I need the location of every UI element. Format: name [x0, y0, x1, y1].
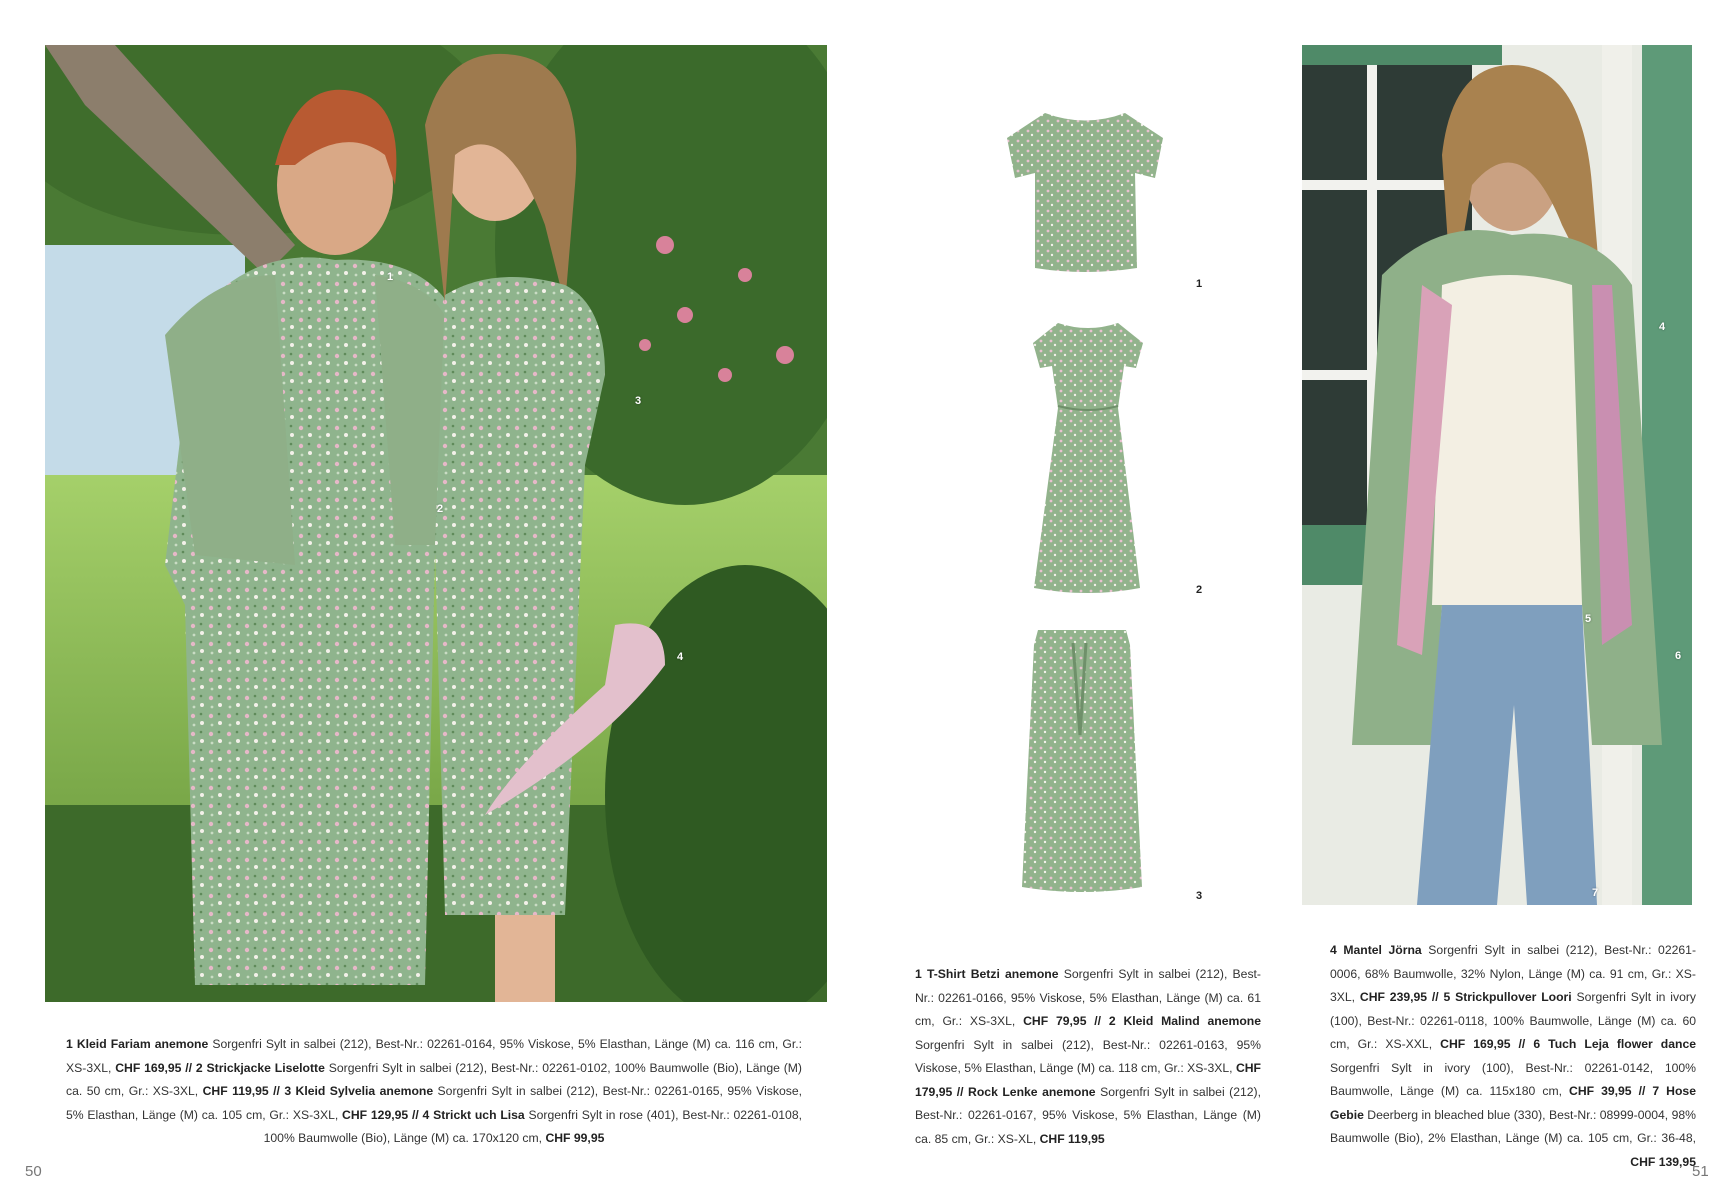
callout-5: 5 [1585, 613, 1592, 625]
callout-6: 6 [1675, 650, 1682, 662]
product-number-1: 1 [1196, 278, 1203, 290]
callout-1: 1 [387, 271, 394, 283]
skirt-product [1018, 625, 1146, 895]
tshirt-icon [1005, 108, 1165, 278]
page-number-left: 50 [25, 1163, 42, 1180]
dress-product [1028, 318, 1148, 596]
caption-right: 4 Mantel Jörna Sorgenfri Sylt in salbei (212), Best-Nr.: 02261-0006, 68% Baumwolle, 32% Nylon, Länge (M) ca. 91 cm, Gr.: XS-3XL, CHF 239,95 // 5 Strickpullover Loori Sorgenfri Sylt in ivory (100), Best-Nr.: 02261-0118, 100% Baumwolle, Länge (M) ca. 60 cm, Gr.: XS-XXL, CHF 169,95 // 6 Tuch Leja flower dance Sorgenfri Sylt in ivory (100), Best-Nr.: 02261-0142, 100% Baumwolle, Länge (M) ca. 115x180 cm, CHF 39,95 // 7 Hose Gebie Deerberg in bleached blue (330), Best-Nr.: 08999-0004, 98% Baumwolle (Bio), 2% Elasthan, Länge (M) ca. 105 cm, Gr.: 36-48, CHF 139,95 [1330, 943, 1696, 1169]
tshirt-product [1005, 108, 1165, 278]
callout-4: 4 [677, 651, 684, 663]
caption-middle: 1 T-Shirt Betzi anemone Sorgenfri Sylt in salbei (212), Best-Nr.: 02261-0166, 95% Viskose, 5% Elasthan, Länge (M) ca. 61 cm, Gr.: XS-3XL, CHF 79,95 // 2 Kleid Malind anemone Sorgenfri Sylt in salbei (212), Best-Nr.: 02261-0163, 95% Viskose, 5% Elasthan, Länge (M) ca. 118 cm, Gr.: XS-3XL, CHF 179,95 // Rock Lenke anemone Sorgenfri Sylt in salbei (212), Best-Nr.: 02261-0167, 95% Viskose, 5% Elasthan, Länge (M) ca. 85 cm, Gr.: XS-XL, CHF 119,95 [915, 967, 1261, 1146]
left-photo [45, 45, 827, 1002]
caption-left: 1 Kleid Fariam anemone Sorgenfri Sylt in salbei (212), Best-Nr.: 02261-0164, 95% Viskose, 5% Elasthan, Länge (M) ca. 116 cm, Gr.: XS-3XL, CHF 169,95 // 2 Strickjacke Liselotte Sorgenfri Sylt in salbei (212), Best-Nr.: 02261-0102, 100% Baumwolle (Bio), Länge (M) ca. 50 cm, Gr.: XS-3XL, CHF 119,95 // 3 Kleid Sylvelia anemone Sorgenfri Sylt in salbei (212), Best-Nr.: 02261-0165, 95% Viskose, 5% Elasthan, Länge (M) ca. 105 cm, Gr.: XS-3XL, CHF 129,95 // 4 Strickt uch Lisa Sorgenfri Sylt in rose (401), Best-Nr.: 02261-0108, 100% Baumwolle (Bio), Länge (M) ca. 170x120 cm, CHF 99,95 [66, 1037, 802, 1145]
skirt-icon [1018, 625, 1146, 895]
page-number-right: 51 [1692, 1163, 1709, 1180]
callout-2: 2 [437, 503, 444, 515]
callout-7: 7 [1592, 887, 1599, 899]
product-number-2: 2 [1196, 584, 1203, 596]
callout-3: 3 [635, 395, 642, 407]
woman-at-green-door-photo [1302, 45, 1692, 905]
right-photo [1302, 45, 1692, 905]
dress-icon [1028, 318, 1148, 596]
callout-4-right: 4 [1659, 321, 1666, 333]
two-women-in-garden-photo [45, 45, 827, 1002]
product-number-3: 3 [1196, 890, 1203, 902]
